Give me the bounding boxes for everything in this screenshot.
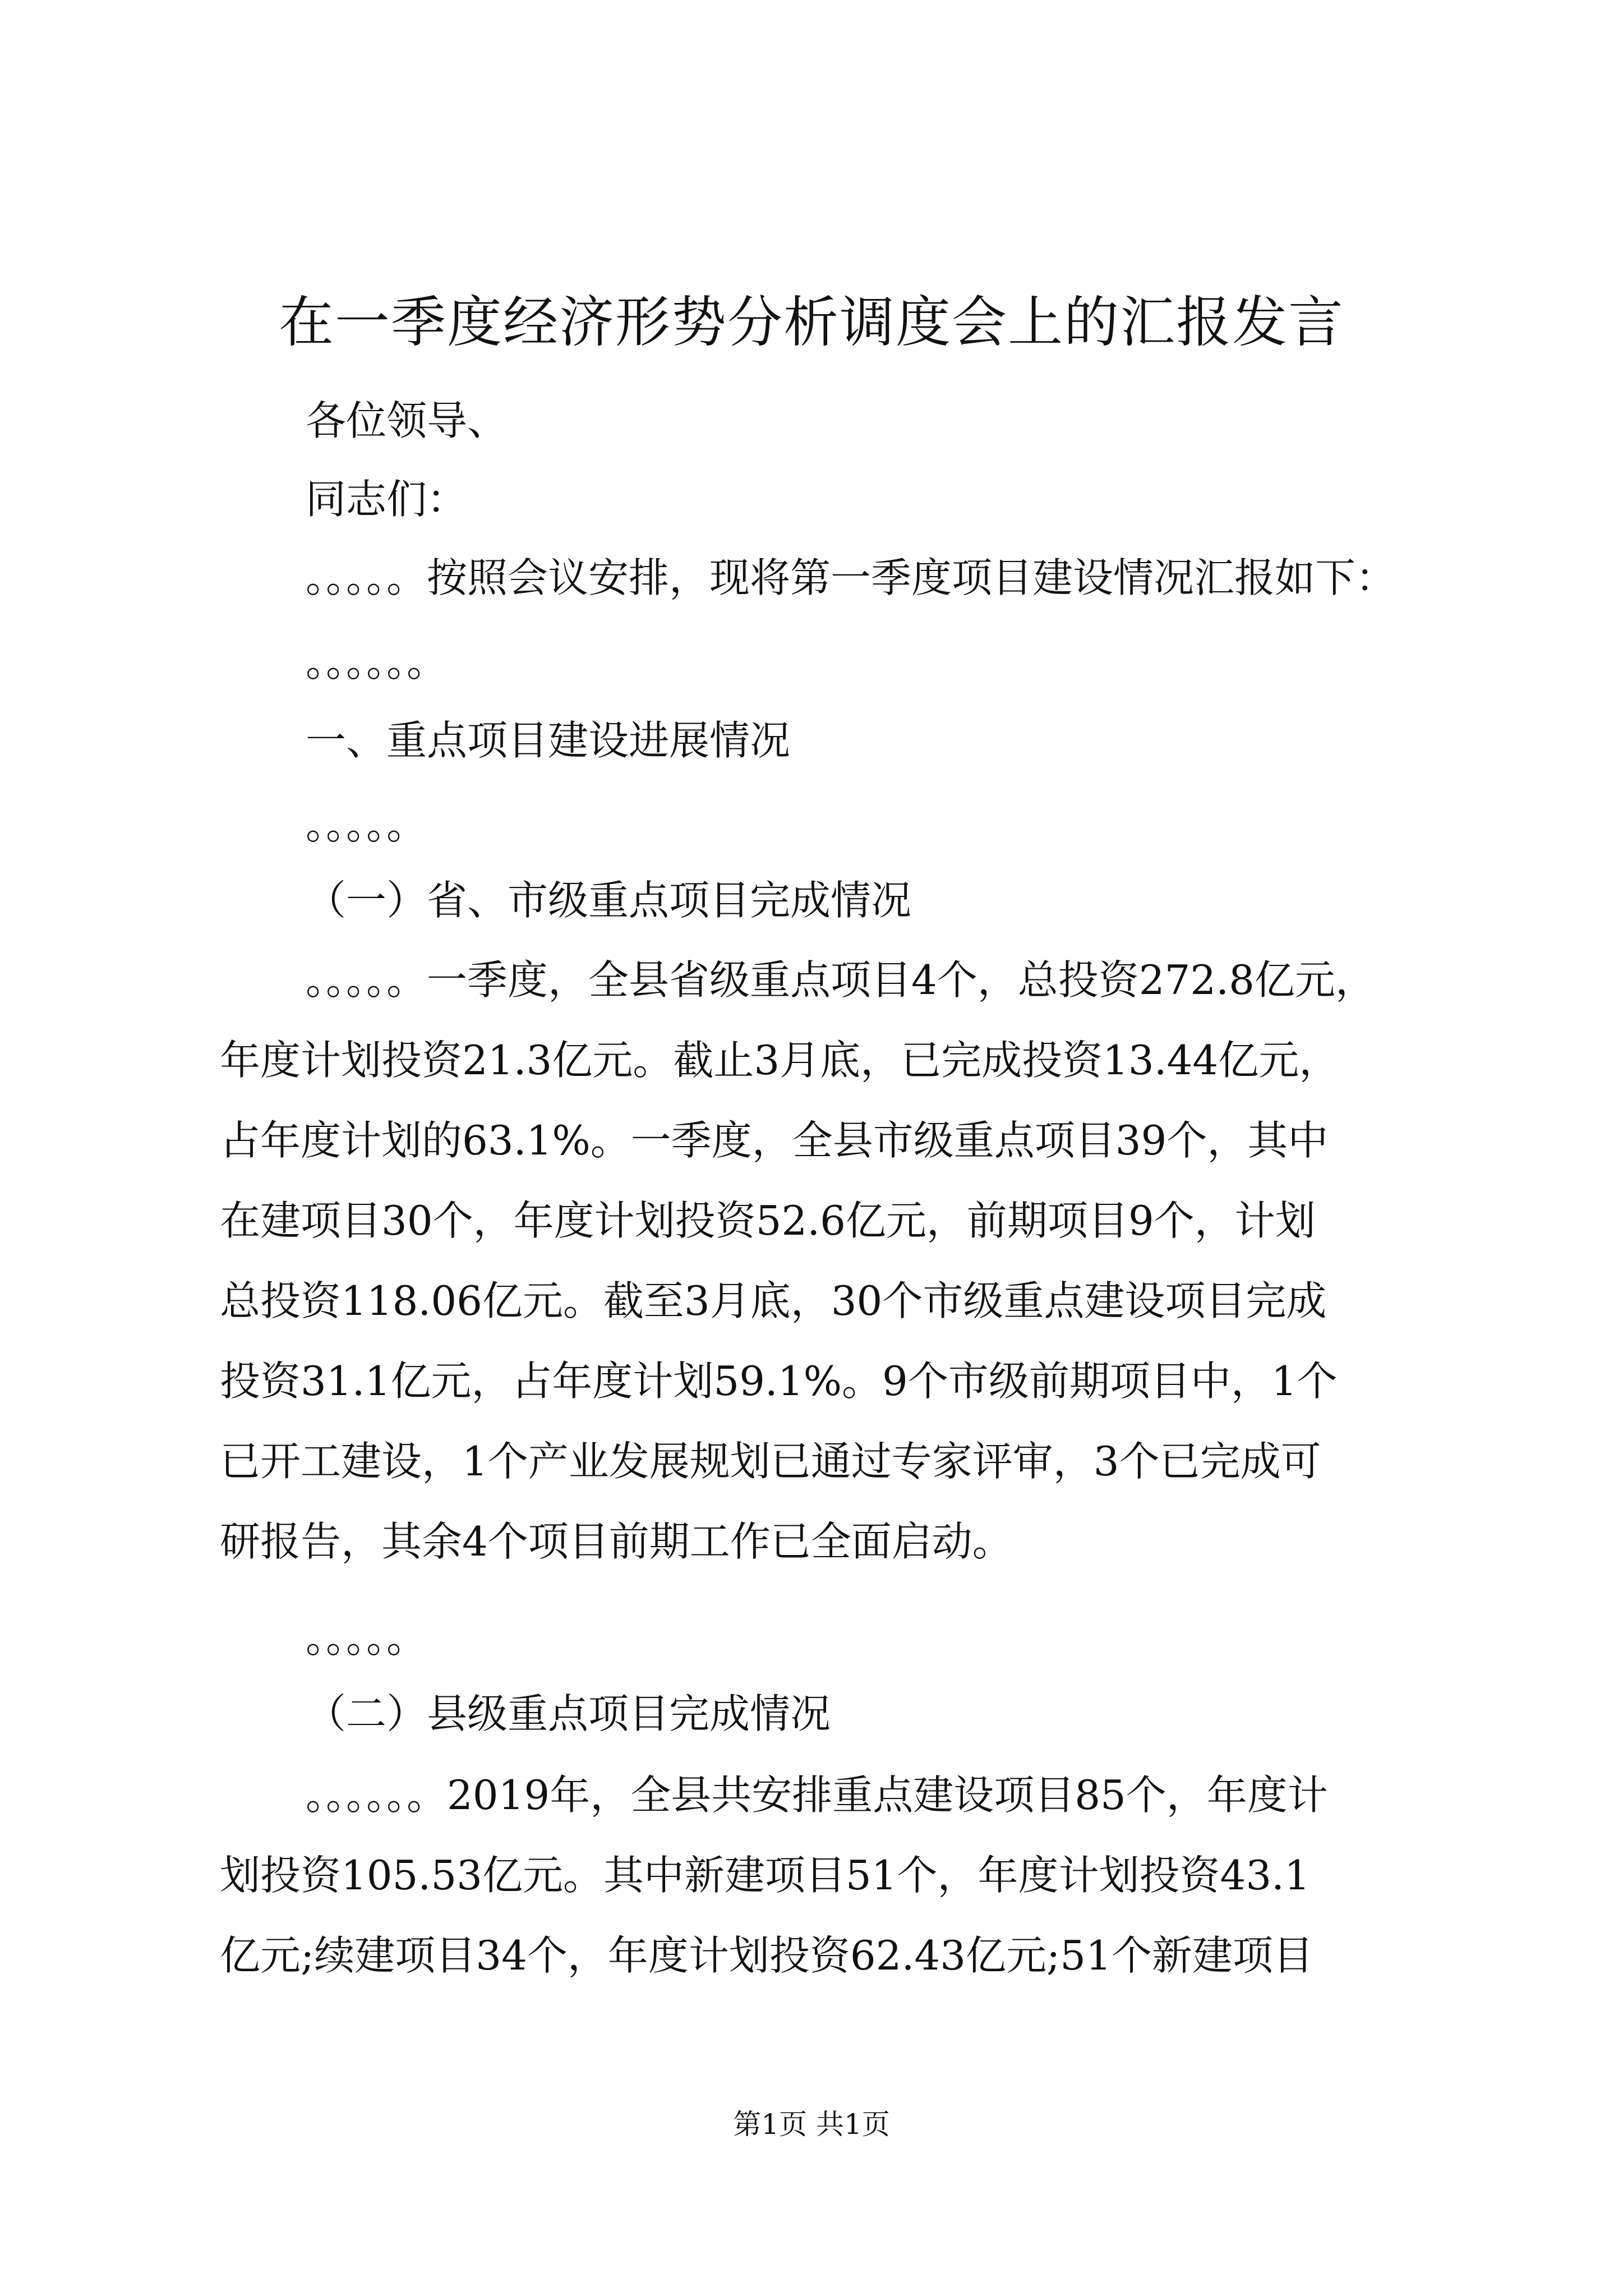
paragraph-line: 投资31.1亿元，占年度计划59.1%。9个市级前期项目中，1个 [220,1358,1338,1405]
section-heading: 一、重点项目建设进展情况 [306,717,791,764]
paragraph-line: 划投资105.53亿元。其中新建项目51个，年度计划投资43.1 [220,1852,1310,1899]
ellipsis-line: 。。。。。 [306,801,427,848]
ellipsis-line: 。。。。。。 [306,638,448,685]
paragraph-line: 年度计划投资21.3亿元。截止3月底，已完成投资13.44亿元， [220,1037,1340,1084]
document-title: 在一季度经济形势分析调度会上的汇报发言 [278,291,1344,355]
subsection-heading: （一）省、市级重点项目完成情况 [306,877,912,924]
intro-paragraph: 。。。。。按照会议安排，现将第一季度项目建设情况汇报如下： [306,554,1396,601]
paragraph-line: 已开工建设，1个产业发展规划已通过专家评审，3个已完成可 [220,1438,1321,1485]
subsection-heading: （二）县级重点项目完成情况 [306,1690,831,1737]
paragraph-line: 在建项目30个，年度计划投资52.6亿元，前期项目9个，计划 [220,1197,1316,1244]
paragraph-line: 。。。。。。2019年，全县共安排重点建设项目85个，年度计 [306,1772,1328,1819]
paragraph-line: 研报告，其余4个项目前期工作已全面启动。 [220,1518,1013,1565]
paragraph-line: 占年度计划的63.1%。一季度，全县市级重点项目39个，其中 [220,1117,1329,1164]
ellipsis-line: 。。。。。 [306,1614,427,1662]
salutation-line-2: 同志们： [306,476,468,523]
paragraph-line: 亿元;续建项目34个，年度计划投资62.43亿元;51个新建项目 [220,1932,1313,1979]
paragraph-line: 总投资118.06亿元。截至3月底，30个市级重点建设项目完成 [220,1277,1327,1324]
page-footer: 第1页 共1页 [733,2108,890,2141]
salutation-line-1: 各位领导、 [306,397,508,444]
paragraph-line: 。。。。。一季度，全县省级重点项目4个，总投资272.8亿元， [306,956,1376,1004]
